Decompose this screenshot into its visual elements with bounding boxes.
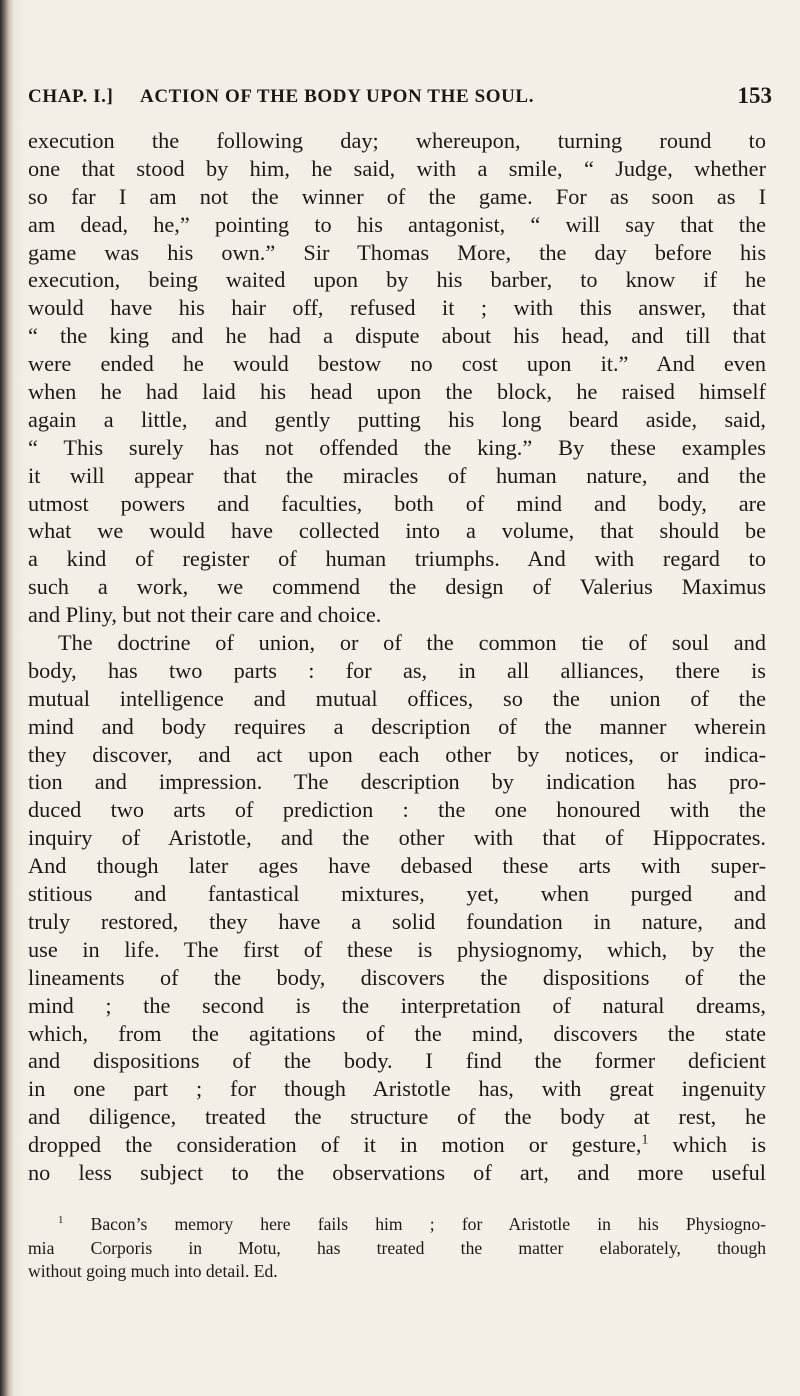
- text-line: and dispositions of the body. I find the former deficient: [28, 1048, 766, 1074]
- footnote-block: [28, 1213, 766, 1284]
- text-line: stitious and fantastical mixtures, yet, when purged and: [28, 881, 766, 907]
- page-number: 153: [737, 83, 772, 108]
- text-line: execution the following day; whereupon, turning round to: [28, 128, 766, 153]
- text-line: it will appear that the miracles of human nature, and the: [28, 462, 766, 488]
- text-line: mutual intelligence and mutual offices, so the union of the: [28, 685, 766, 711]
- running-header: [28, 83, 772, 118]
- text-line: no less subject to the observations of art, and more useful: [28, 1159, 766, 1185]
- text-line: utmost powers and faculties, both of mind and body, are: [28, 490, 766, 516]
- footnote-text: Bacon’s memory here fails him ; for Aristotle in his Physiogno-: [90, 1214, 766, 1234]
- text-line: mind and body requires a description of the manner wherein: [28, 713, 766, 739]
- text-line: and diligence, treated the structure of the body at rest, he: [28, 1104, 766, 1130]
- paragraph-start-line: The doctrine of union, or of the common tie of soul and: [58, 630, 766, 656]
- text-segment: dropped the consideration of it in motion or gesture,: [28, 1132, 642, 1158]
- text-line: execution, being waited upon by his barber, to know if he: [28, 267, 766, 293]
- text-line: And though later ages have debased these arts with super-: [28, 853, 766, 879]
- text-line: again a little, and gently putting his long beard aside, said,: [28, 406, 766, 432]
- page-gutter-shadow: [0, 0, 14, 1396]
- text-line: truly restored, they have a solid foundation in nature, and: [28, 908, 766, 934]
- text-line: game was his own.” Sir Thomas More, the day before his: [28, 239, 766, 265]
- text-line: inquiry of Aristotle, and the other with that of Hippocrates.: [28, 825, 766, 851]
- text-line: they discover, and act upon each other by notices, or indica-: [28, 741, 766, 767]
- text-line: mind ; the second is the interpretation of natural dreams,: [28, 992, 766, 1018]
- text-line: in one part ; for though Aristotle has, with great ingenuity: [28, 1076, 766, 1102]
- text-line: body, has two parts : for as, in all alliances, there is: [28, 657, 766, 683]
- text-line: one that stood by him, he said, with a smile, “ Judge, whether: [28, 155, 766, 181]
- text-line-with-footnote: [28, 1131, 766, 1159]
- text-line: a kind of register of human triumphs. And with regard to: [28, 546, 766, 572]
- text-segment: which is: [648, 1132, 766, 1158]
- footnote-line: mia Corporis in Motu, has treated the matter elaborately, though: [28, 1237, 766, 1258]
- text-line: “ This surely has not offended the king.” By these examples: [28, 434, 766, 460]
- text-line: “ the king and he had a dispute about his head, and till that: [28, 323, 766, 349]
- text-line: were ended he would bestow no cost upon it.” And even: [28, 351, 766, 377]
- running-title: ACTION OF THE BODY UPON THE SOUL.: [140, 86, 535, 107]
- text-line: tion and impression. The description by indication has pro-: [28, 769, 766, 795]
- text-line: when he had laid his head upon the block, he raised himself: [28, 379, 766, 405]
- body-text: [28, 127, 766, 1187]
- footnote-line: [28, 1213, 766, 1237]
- text-line: so far I am not the winner of the game. For as soon as I: [28, 183, 766, 209]
- text-line: such a work, we commend the design of Valerius Maximus: [28, 574, 766, 600]
- footnote-line: without going much into detail. Ed.: [28, 1261, 278, 1281]
- text-line: what we would have collected into a volume, that should be: [28, 518, 766, 544]
- text-line: which, from the agitations of the mind, discovers the state: [28, 1020, 766, 1046]
- text-line: use in life. The first of these is physiognomy, which, by the: [28, 936, 766, 962]
- text-line: am dead, he,” pointing to his antagonist, “ will say that the: [28, 211, 766, 237]
- text-line: would have his hair off, refused it ; with this answer, that: [28, 295, 766, 321]
- text-line: and Pliny, but not their care and choice.: [28, 602, 382, 628]
- text-line: lineaments of the body, discovers the dispositions of the: [28, 964, 766, 990]
- footnote-reference[interactable]: 1: [641, 1131, 649, 1147]
- text-line: duced two arts of prediction : the one honoured with the: [28, 797, 766, 823]
- footnote-marker: 1: [58, 1214, 64, 1227]
- chapter-label: CHAP. I.]: [28, 86, 114, 107]
